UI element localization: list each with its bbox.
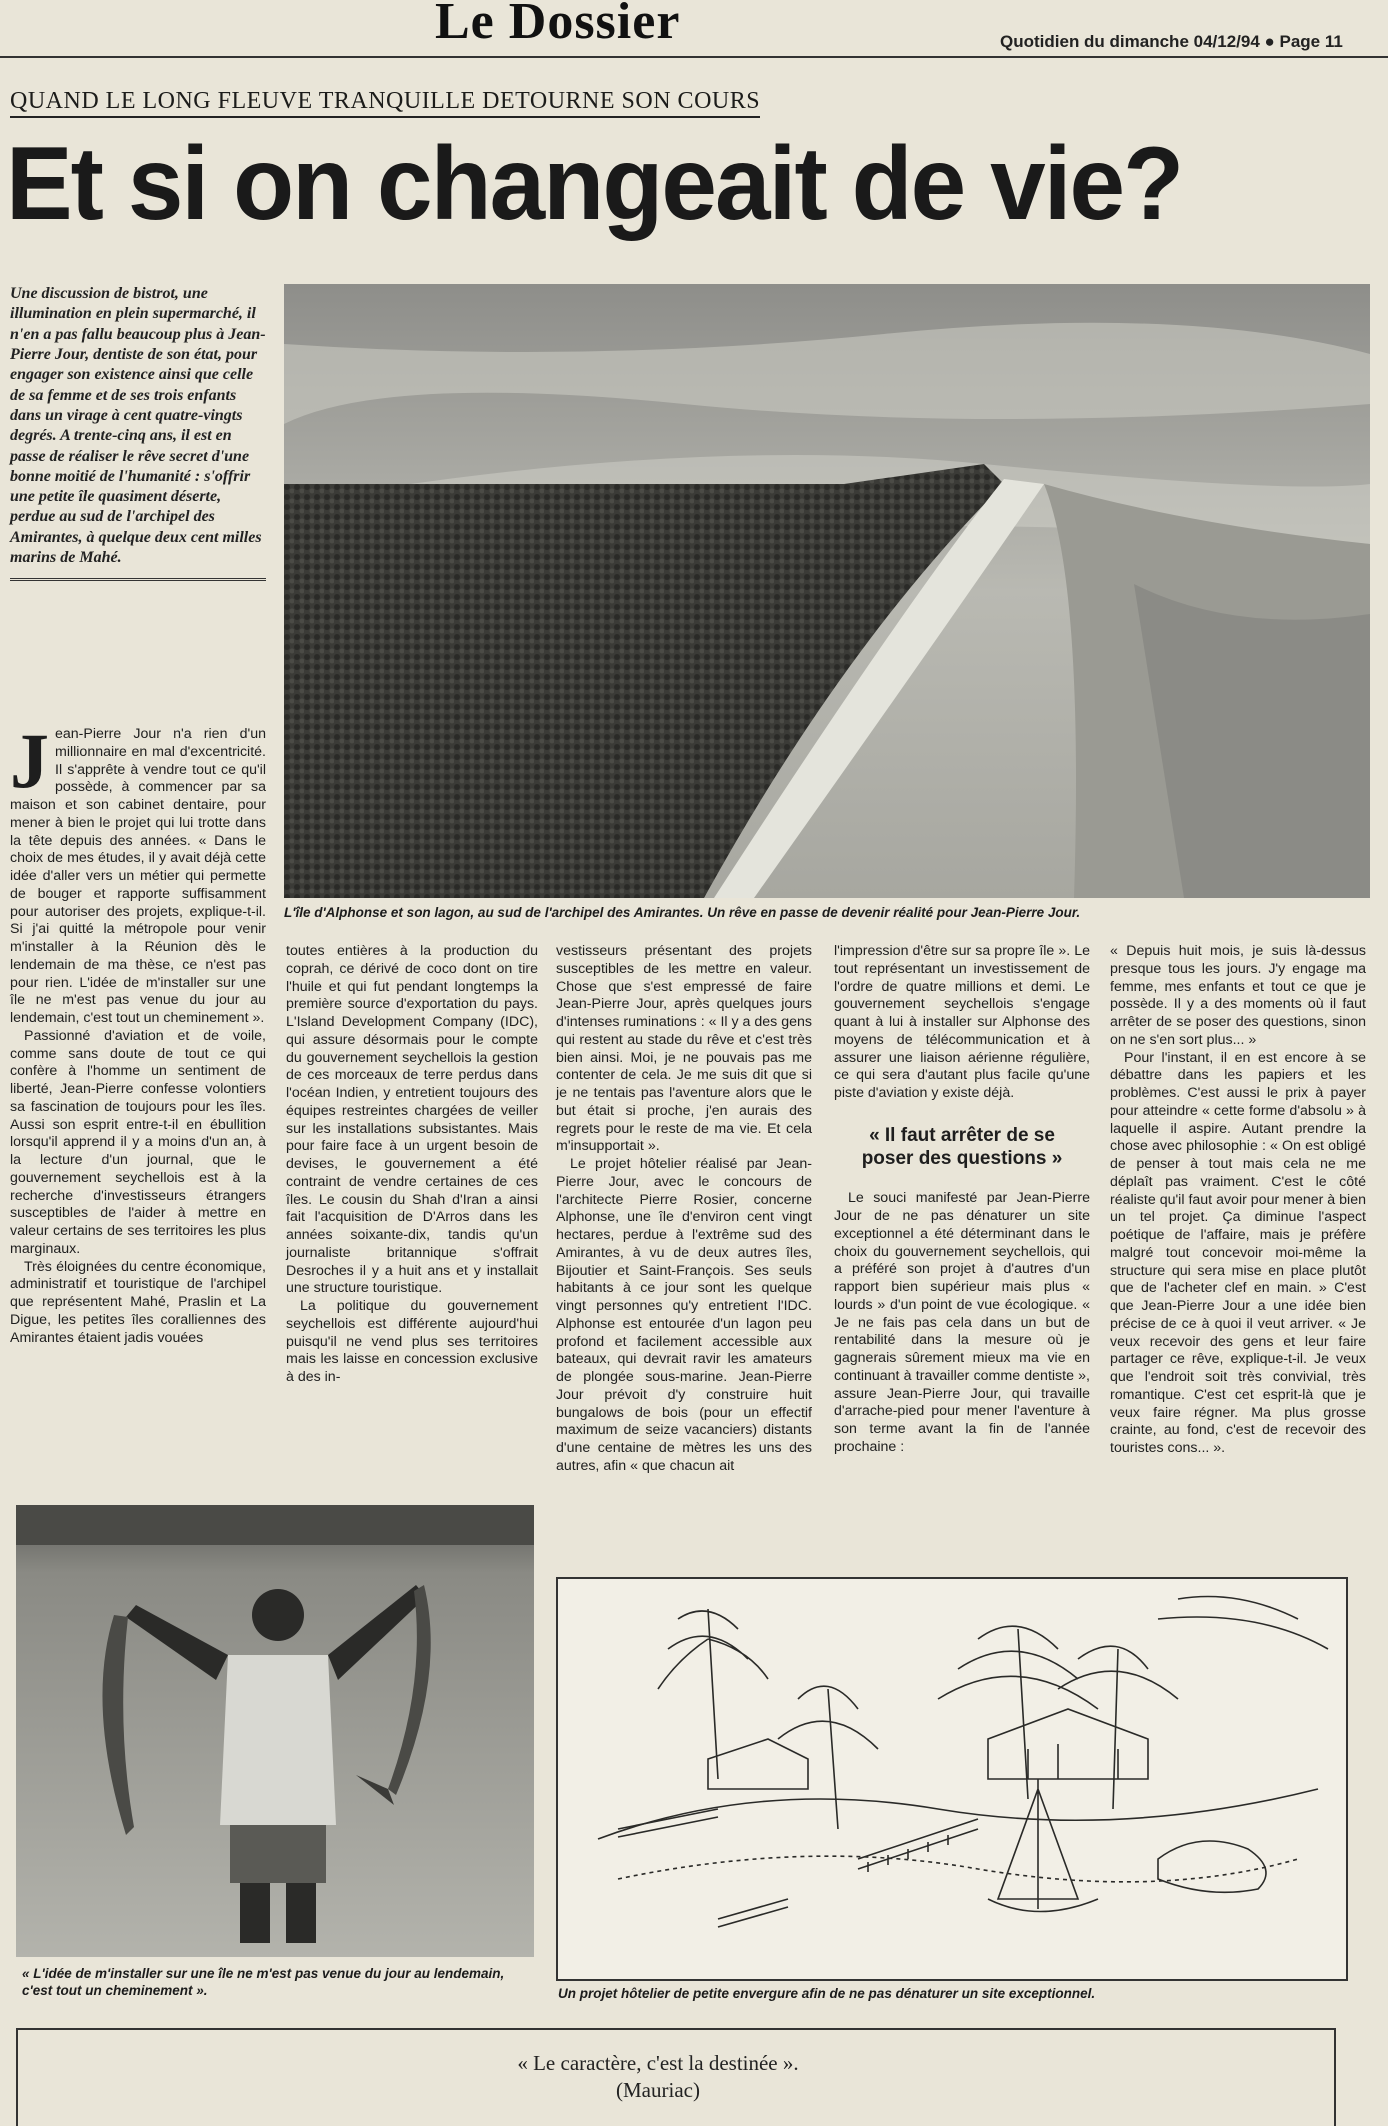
article-column-2 (286, 943, 538, 1387)
island-lagoon-image (284, 284, 1370, 898)
col3-paragraph-2: Le projet hôtelier réalisé par Jean-Pierre Jour, avec le concours de l'architecte Pierre Rosier, concerne Alphonse, une île d'environ cent vingt hectares, perdue à l'extrême sud des Amirantes, à vu de deux autres îles, Bijoutier et Saint-François. Ses seuls habitants à ce jour sont les quelque vingt personnes qu'y entretient l'IDC. Alphonse est entourée d'un lagon peu profond et facilement accessible aux bateaux, qui devrait ravir les amateurs de plongée sous-marine. Jean-Pierre Jour prévoit d'y construire huit bungalows de bois (pour un effectif maximum de seize vacanciers) distants d'une centaine de mètres les uns des autres, afin « que chacun ait (556, 1156, 812, 1474)
dateline: Quotidien du dimanche 04/12/94 ● Page 11 (1000, 32, 1343, 51)
lead-paragraph: Une discussion de bistrot, une illumination en plein supermarché, il n'en a pas fallu beaucoup plus à Jean-Pierre Jour, dentiste de son état, pour engager son existence ainsi que celle de sa femme et de ses trois enfants dans un virage à cent quatre-vingts degrés. A trente-cinq ans, il est en passe de réaliser le rêve secret d'une bonne moitié de l'humanité : s'offrir une petite île quasiment déserte, perdue au sud de l'archipel des Amirantes, à quelque deux cent milles marins de Mahé. (10, 284, 266, 581)
fisherman-photo (16, 1505, 534, 1957)
article-column-3 (556, 943, 812, 1476)
col5-paragraph-2: Pour l'instant, il en est encore à se débattre dans les papiers et les problèmes. C'est aussi le prix à payer pour atteindre « cette forme d'absolu » à laquelle il aspire. Autant prendre la chose avec philosophie : « On est obligé de penser à tout mais cela ne me déplaît pas vraiment. C'est le côté réaliste qu'il faut avoir pour mener à bien un tel projet. Ça diminue l'aspect poétique de l'affaire, mais je préfère malgré tout concevoir moi-même la structure qui sera mise en place plutôt que de l'acheter clef en main. » C'est que Jean-Pierre Jour a une idée bien précise de ce à quoi il veut arriver. « Je veux recevoir des gens et leur faire partager ce rêve, explique-t-il. Je veux que l'endroit soit très convivial, très romantique. C'est cet esprit-là que je veux faire régner. Ma plus grosse crainte, au fond, c'est de recevoir des touristes cons... ». (1110, 1049, 1366, 1456)
drop-cap: J (10, 717, 49, 804)
article-column-1 (10, 717, 266, 1347)
article-column-5 (1110, 943, 1366, 1458)
man-holding-fish-image (16, 1505, 534, 1957)
col5-paragraph-1: « Depuis huit mois, je suis là-dessus presque tous les jours. J'y engage ma femme, mes enfants et tout ce que je possède. Il y a des moments où il faut arrêter de se poser des questions, sinon on ne s'en sort plus... » (1110, 943, 1366, 1048)
article-column-4 (834, 943, 1090, 1457)
col3-paragraph-1: vestisseurs présentant des projets susceptibles de les mettre en valeur. Chose que s'est empressé de faire Jean-Pierre Jour, après quelques jours d'intenses ruminations : « Il y a des gens qui restent au stade du rêve et c'est très bien ainsi. Moi, je ne pouvais pas me contenter de cela. Je me suis dit que si je ne tentais pas l'aventure alors que le but était si proche, j'en aurais des regrets pour le reste de ma vie. Et cela m'insupportait ». (556, 943, 812, 1155)
fisherman-photo-caption: « L'idée de m'installer sur une île ne m'est pas venue du jour au lendemain, c'est tout un cheminement ». (22, 1966, 505, 1998)
quote-line: « Le caractère, c'est la destinée ». (517, 2051, 799, 2075)
kicker: QUAND LE LONG FLEUVE TRANQUILLE DETOURNE SON COURS (10, 88, 760, 118)
aerial-island-photo (284, 284, 1370, 898)
bungalow-drawing-image (558, 1579, 1346, 1979)
col4-paragraph-1: l'impression d'être sur sa propre île ». Le tout représentant un investissement de l'ordre de quatre millions et demi. Le gouvernement seychellois s'engage quant à lui à installer sur Alphonse des moyens de télécommunication et à assurer une liaison aérienne régulière, ce qui sera d'autant plus facile qu'une piste d'aviation y existe déjà. (834, 943, 1090, 1101)
hotel-sketch (556, 1577, 1348, 1981)
sketch-caption: Un projet hôtelier de petite envergure afin de ne pas dénaturer un site exceptionnel. (558, 1986, 1096, 2001)
col1-paragraph-3: Très éloignées du centre économique, administratif et touristique de l'archipel que représentent Mahé, Praslin et La Digue, les petites îles coralliennes des Amirantes étaient jadis vouées (10, 1258, 266, 1346)
col1-paragraph-2: Passionné d'aviation et de voile, comme sans doute de tout ce qui confère à l'homme un sentiment de liberté, Jean-Pierre confesse volontiers sa fascination de toujours pour les îles. Aussi son esprit entre-t-il en ébullition lorsqu'il apprend il y a moins d'un an, à la lecture d'un journal, que le gouvernement seychellois est à la recherche d'investisseurs étrangers susceptibles de l'aider à mettre en valeur certains de ses territoires les plus marginaux. (10, 1027, 266, 1257)
quote-author: (Mauriac) (616, 2078, 700, 2103)
header-rule (0, 56, 1388, 58)
section-masthead: Le Dossier (435, 0, 681, 50)
headline: Et si on changeait de vie? (6, 126, 1183, 242)
footer-quote (0, 2050, 1316, 2105)
col4-paragraph-2: Le souci manifesté par Jean-Pierre Jour de ne pas dénaturer un site exceptionnel a été déterminant dans le choix du gouvernement seychellois, qui a préféré son projet à d'autres d'un rapport bien supérieur mais plus « lourds » d'un point de vue écologique. « Je ne fais pas cela dans un but de rentabilité dans la mesure où je gagnerais sûrement mieux ma vie en continuant à travailler comme dentiste », assure Jean-Pierre Jour, qui travaille d'arrache-pied pour mener l'aventure à son terme avant la fin de l'année prochaine : (834, 1190, 1090, 1455)
col2-paragraph-1: toutes entières à la production du coprah, ce dérivé de coco dont on tire l'huile et qui fut pendant longtemps la première source d'exportation du pays. L'Island Development Company (IDC), qui assure désormais pour le compte du gouvernement seychellois la gestion de ces morceaux de terre perdus dans l'océan Indien, y entretient toujours des équipes restreintes chargées de veiller sur les installations subsistantes. Mais pour faire face à un urgent besoin de devises, le gouvernement a été contraint de vendre certaines de ces îles. Le cousin du Shah d'Iran a ainsi fait l'acquisition de D'Arros dans les années soixante-dix, tandis qu'un journaliste britannique s'offrait Desroches il y a huit ans et y installait une structure touristique. (286, 943, 538, 1297)
main-photo-caption: L'île d'Alphonse et son lagon, au sud de l'archipel des Amirantes. Un rêve en passe de devenir réalité pour Jean-Pierre Jour. (284, 905, 1081, 920)
col1-paragraph-1: ean-Pierre Jour n'a rien d'un millionnaire en mal d'excentricité. Il s'apprête à vendre tout ce qu'il possède, à commencer par sa maison et son cabinet dentaire, pour mener à bien le projet qui lui trotte dans la tête depuis des années. « Dans le choix de mes études, il y avait déjà cette idée d'aller vers un métier qui permette de bouger et rapporte suffisamment pour autoriser des projets, explique-t-il. Si j'ai quitté la métropole pour venir m'installer à la Réunion dès le lendemain de ma thèse, ce n'est pas pour rien. L'idée de m'installer sur une île ne m'est pas venue du jour au lendemain, c'est tout un cheminement ». (10, 726, 266, 1026)
subhead: « Il faut arrêter de se poser des questions » (861, 1124, 1063, 1169)
col2-paragraph-2: La politique du gouvernement seychellois est différente aujourd'hui puisqu'il ne vend plus ses territoires mais les laisse en concession exclusive à des in- (286, 1298, 538, 1385)
